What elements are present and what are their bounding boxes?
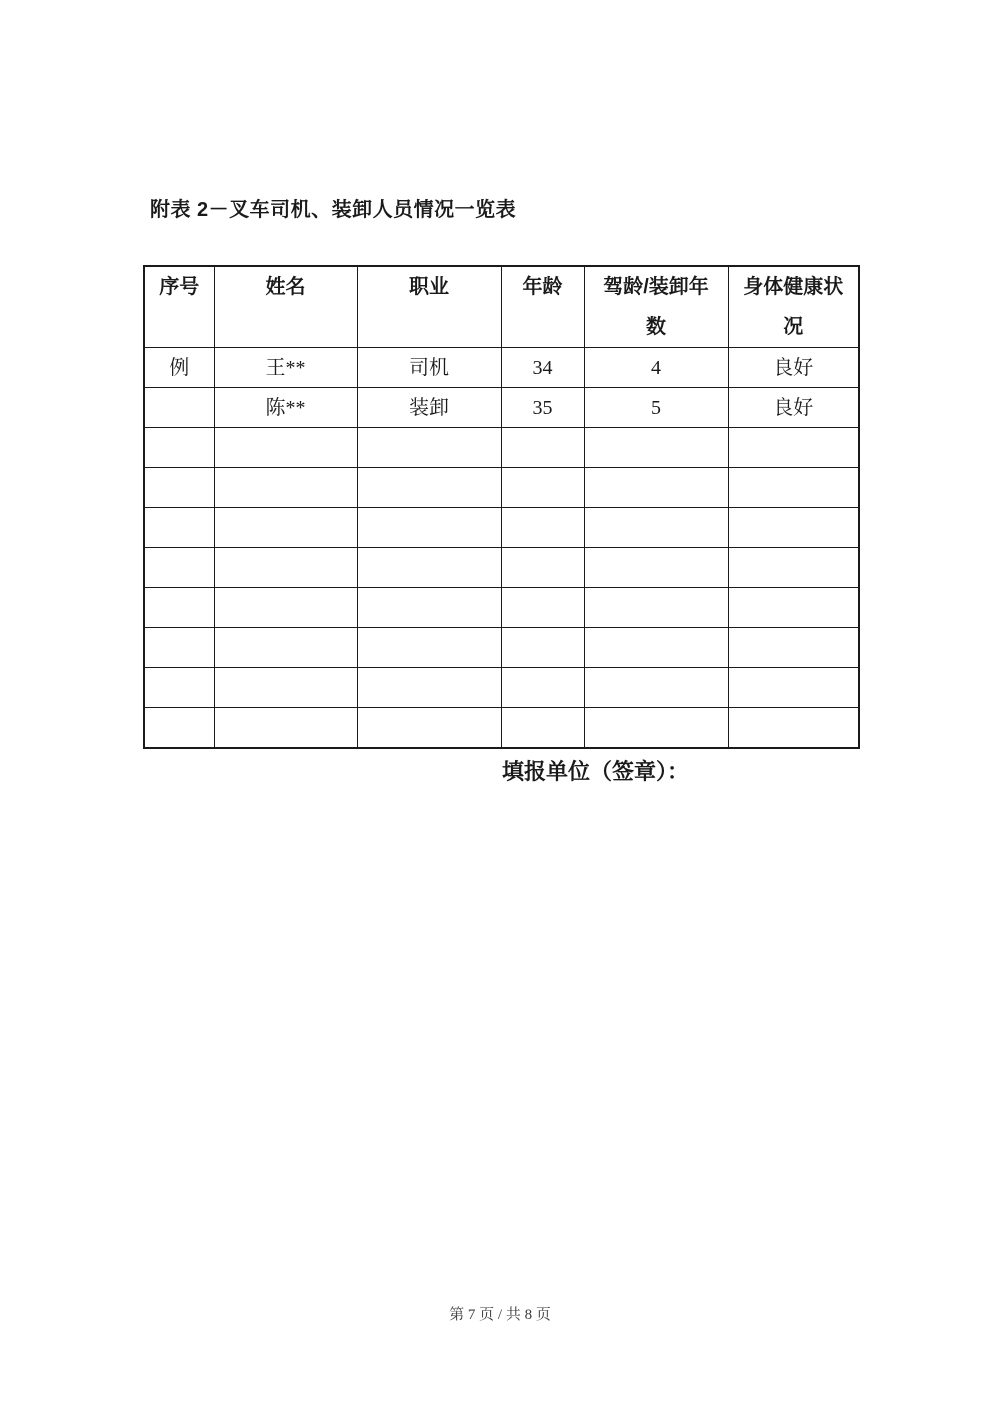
table-row [144, 708, 859, 748]
table-cell [584, 708, 728, 748]
table-row [144, 548, 859, 588]
table-row [144, 468, 859, 508]
table-header-row [144, 266, 859, 348]
table-cell [144, 708, 214, 748]
table-cell [728, 468, 859, 508]
table-cell: 例 [144, 348, 214, 388]
table-cell: 良好 [728, 388, 859, 428]
table-cell [144, 388, 214, 428]
table-cell [357, 508, 501, 548]
table-cell: 装卸 [357, 388, 501, 428]
table-cell [214, 508, 357, 548]
table-cell [357, 468, 501, 508]
table-cell [584, 588, 728, 628]
table-cell: 4 [584, 348, 728, 388]
table-cell: 35 [501, 388, 584, 428]
table-row [144, 508, 859, 548]
table-cell [214, 588, 357, 628]
table-cell [357, 708, 501, 748]
table-row [144, 348, 859, 388]
table-cell [357, 628, 501, 668]
table-row [144, 588, 859, 628]
table-cell [144, 668, 214, 708]
table-row [144, 668, 859, 708]
table-cell [214, 468, 357, 508]
col-header-health-status: 身体健康状况 [728, 266, 859, 348]
table-cell [144, 548, 214, 588]
table-cell: 陈** [214, 388, 357, 428]
table-cell [357, 428, 501, 468]
table-cell [214, 428, 357, 468]
table-cell [728, 508, 859, 548]
table-row [144, 628, 859, 668]
col-header-experience-years: 驾龄/装卸年数 [584, 266, 728, 348]
table-row [144, 428, 859, 468]
table-cell [584, 668, 728, 708]
table-cell [214, 708, 357, 748]
col-header-name: 姓名 [214, 266, 357, 348]
table-cell [728, 668, 859, 708]
table-cell [501, 708, 584, 748]
table-cell [501, 548, 584, 588]
table-cell: 王** [214, 348, 357, 388]
table-cell [728, 428, 859, 468]
table-cell [357, 668, 501, 708]
table-cell [501, 668, 584, 708]
table-cell [144, 628, 214, 668]
table-cell [144, 508, 214, 548]
page-number: 第 7 页 / 共 8 页 [449, 1307, 551, 1323]
table-cell [144, 428, 214, 468]
table-cell [357, 588, 501, 628]
table-cell [214, 628, 357, 668]
table-cell [214, 668, 357, 708]
table-cell [214, 548, 357, 588]
col-header-index: 序号 [144, 266, 214, 348]
col-header-occupation: 职业 [357, 266, 501, 348]
table-cell [144, 588, 214, 628]
table-cell: 34 [501, 348, 584, 388]
table-cell: 司机 [357, 348, 501, 388]
sign-label: 填报单位（签章）： [502, 759, 690, 784]
table-cell: 良好 [728, 348, 859, 388]
table-cell [584, 548, 728, 588]
table-cell [501, 508, 584, 548]
table-cell [584, 428, 728, 468]
table-cell [584, 468, 728, 508]
personnel-roster-table [143, 265, 860, 749]
table-cell [584, 508, 728, 548]
table-row [144, 388, 859, 428]
table-cell [501, 628, 584, 668]
doc-title: 附表 2－叉车司机、装卸人员情况一览表 [150, 199, 517, 221]
table-cell [144, 468, 214, 508]
table-cell [728, 628, 859, 668]
table-cell [501, 588, 584, 628]
table-cell [728, 588, 859, 628]
table-cell [501, 428, 584, 468]
col-header-age: 年龄 [501, 266, 584, 348]
table-cell [728, 708, 859, 748]
table-cell [501, 468, 584, 508]
table-cell [357, 548, 501, 588]
table-cell: 5 [584, 388, 728, 428]
table-cell [728, 548, 859, 588]
table-cell [584, 628, 728, 668]
